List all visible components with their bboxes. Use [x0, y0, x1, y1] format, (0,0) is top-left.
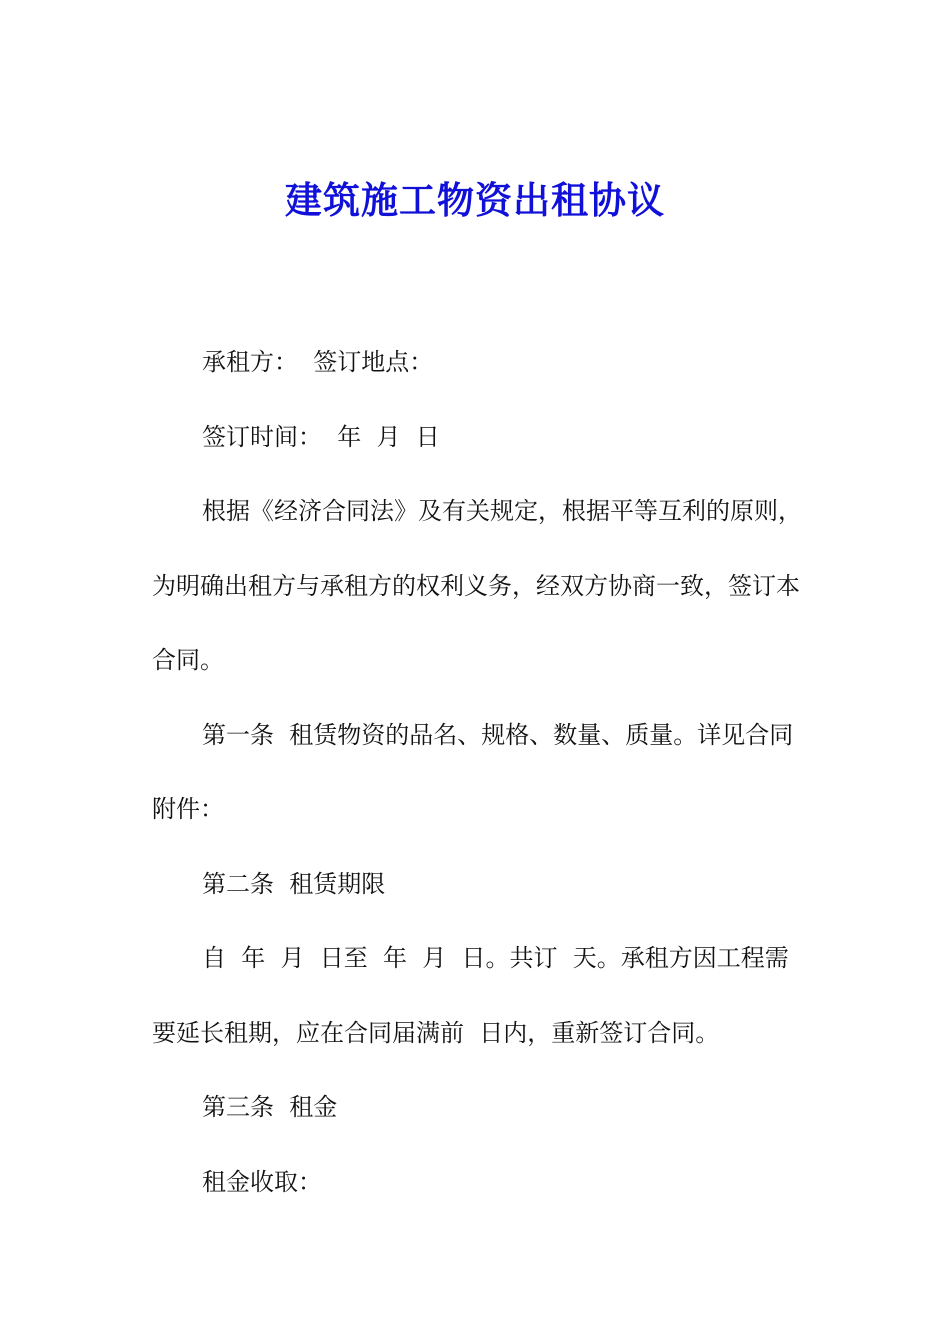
paragraph-article-3-heading: 第三条 租金 [202, 1093, 338, 1121]
paragraph-preamble: 根据《经济合同法》及有关规定，根据平等互利的原则，为明确出租方与承租方的权利义务，经双方协商一致，签订本合同。 [152, 497, 802, 674]
paragraph-lessee-signing-place: 承租方： 签订地点： [202, 348, 434, 376]
paragraph-signing-time: 签订时间： 年 月 日 [202, 422, 440, 451]
paragraph-article-2-body: 自 年 月 日至 年 月 日。共订 天。承租方因工程需要延长租期，应在合同届满前 日内，重新签订合同。 [152, 944, 789, 1047]
document-body [152, 325, 802, 1219]
document-title: 建筑施工物资出租协议 [285, 178, 665, 222]
paragraph-rent-collection: 租金收取： [202, 1167, 322, 1196]
paragraph-article-1: 第一条 租赁物资的品名、规格、数量、质量。详见合同附件： [152, 720, 794, 823]
paragraph-article-2-heading: 第二条 租赁期限 [202, 869, 386, 898]
